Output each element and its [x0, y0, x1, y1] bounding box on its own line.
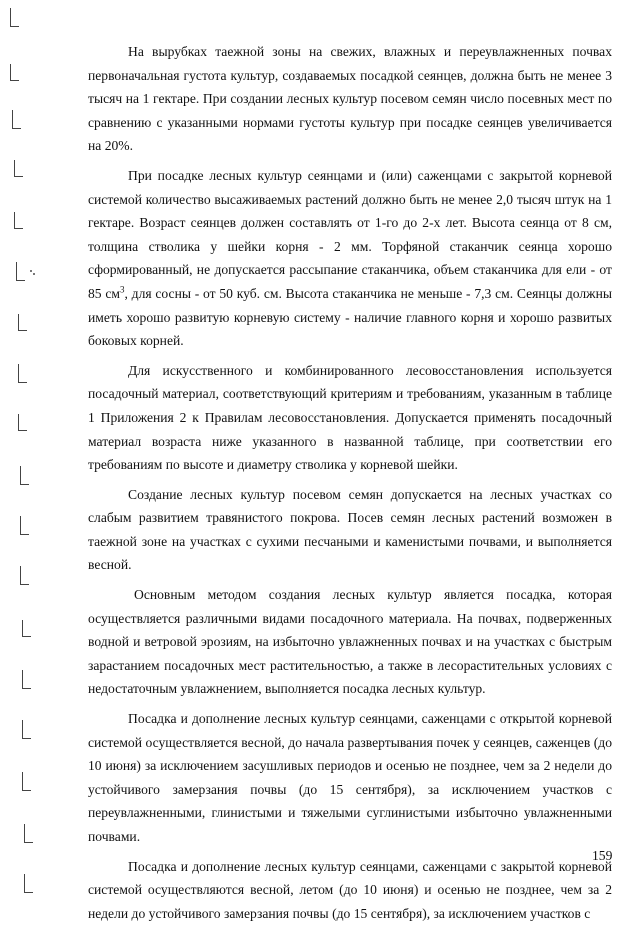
- binding-mark: [12, 110, 21, 129]
- paragraph: Для искусственного и комбинированного лесовосстановления используется посадочный материал, соответствующий критериям и требованиям, указанным в таблице 1 Приложения 2 к Правилам лесовосстановления. Допускается применять посадочный материал возраста ниже указанного в названной таблице, при соответствии его требованиям по высоте и диаметру стволика у корневой шейки.: [88, 362, 612, 473]
- paragraph: Посадка и дополнение лесных культур сеянцами, саженцами с закрытой корневой системой осуществляются весной, летом (до 10 июня) и осенью не позднее, чем за 2 недели до устойчивого замерзания почвы (до 15 сентября), за исключением участков с: [88, 858, 612, 921]
- binding-mark: [22, 620, 31, 637]
- paragraph: Основным методом создания лесных культур является посадка, которая осуществляется различными видами посадочного материала. На почвах, подверженных водной и ветровой эрозиям, на избыточно увлажненных почвах и на участках с быстрым зарастанием посадочных мест растительностью, а также в лесорастительных условиях с недостаточным увлажнением, выполняется посадка лесных культур.: [88, 587, 612, 697]
- paragraph: На вырубках таежной зоны на свежих, влажных и переувлажненных почвах первоначальная густота культур, создаваемых посадкой сеянцев, должна быть не менее 3 тысяч на 1 гектаре. При создании лесных культур посевом семян число посевных мест по сравнению с указанными нормами густоты культур при посадке сеянцев увеличивается на 20%.: [88, 44, 612, 154]
- binding-mark: [22, 772, 31, 791]
- paragraph-text: При посадке лесных культур сеянцами и (или) саженцами с закрытой корневой системой количество высаживаемых растений должно быть не менее 2,0 тысяч штук на 1 гектаре. Возраст сеянцев должен составлять от 1-го до 2-х лет. Высота сеянца от 8 см, толщина стволика у шейки корня - 2 мм. Торфяной стаканчик сеянца хорошо сформированный, не допускается рассыпание стаканчика, объем стаканчика для ели - от 85 см: [88, 167, 612, 301]
- paragraph: [88, 164, 612, 353]
- paragraph: Посадка и дополнение лесных культур сеянцами, саженцами с открытой корневой системой осуществляется весной, до начала развертывания почек у сеянцев, саженцев (до 10 июня) за исключением засушливых периодов и осенью не позднее, чем за 2 недели до устойчивого замерзания почвы (до 15 сентября), за исключением участков с переувлажненными, глинистыми и тяжелыми суглинистыми избыточно увлажненными почвами.: [88, 711, 612, 844]
- binding-mark: [14, 212, 23, 229]
- binding-mark: [16, 262, 25, 281]
- binding-mark: [24, 874, 33, 893]
- binding-mark: [18, 414, 27, 431]
- binding-mark: [10, 8, 19, 27]
- binding-marks: [0, 0, 40, 905]
- paragraph: Создание лесных культур посевом семян допускается на лесных участках со слабым развитием травянистого покрова. Посев семян лесных растений возможен в таежной зоне на участках с сухими песчаными и каменистыми почвами, и выполняется весной.: [88, 486, 612, 573]
- page-number: 159: [592, 848, 613, 863]
- binding-mark: [20, 516, 29, 535]
- binding-mark: [20, 566, 29, 585]
- binding-mark: [22, 720, 31, 739]
- binding-mark: [22, 670, 31, 689]
- scan-speck: [30, 270, 32, 272]
- superscript: 3: [120, 284, 125, 295]
- binding-mark: [24, 824, 33, 843]
- binding-mark: [14, 160, 23, 177]
- scan-speck: [33, 273, 35, 275]
- body-text: [88, 40, 612, 931]
- binding-mark: [10, 64, 19, 81]
- paragraph-text: , для сосны - от 50 куб. см. Высота стаканчика не меньше - 7,3 см. Сеянцы должны иметь хорошо развитую корневую систему - наличие главного корня и хорошо развитых боковых корней.: [88, 285, 612, 349]
- binding-mark: [20, 466, 29, 485]
- binding-mark: [18, 364, 27, 383]
- binding-mark: [18, 314, 27, 331]
